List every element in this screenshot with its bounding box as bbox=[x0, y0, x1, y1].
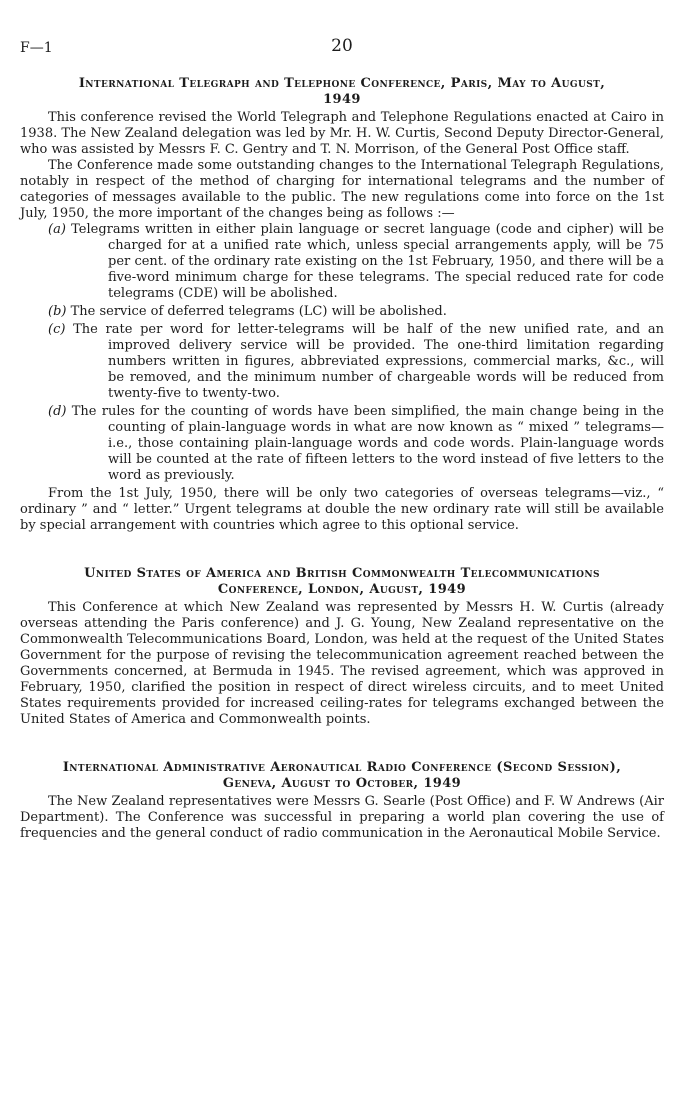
item-marker: (d) bbox=[48, 404, 67, 419]
document-reference: F—1 bbox=[20, 40, 53, 56]
list-item bbox=[48, 404, 664, 484]
heading-line: 1949 bbox=[323, 92, 361, 107]
section-geneva-conference bbox=[20, 760, 664, 842]
paragraph: This Conference at which New Zealand was represented by Messrs H. W. Curtis (already overseas attending the Paris conference) and J. G. Young, New Zealand representative on the Commonwealth Telecommunications Board, London, was held at the request of the United States Government for the purpose of revising the telecommunication agreement reached between the Governments concerned, at Bermuda in 1945. The revised agreement, which was approved in February, 1950, clarified the position in respect of direct wireless circuits, and to meet United States requirements provided for increased ceiling-rates for telegrams exchanged between the United States of America and Commonwealth points. bbox=[20, 600, 664, 727]
paragraph: The New Zealand representatives were Messrs G. Searle (Post Office) and F. W Andrews (Air Department). The Conference was successful in preparing a world plan covering the use of frequencies and the general conduct of radio communication in the Aeronautical Mobile Service. bbox=[20, 794, 664, 841]
heading-line: Conference, London, August, 1949 bbox=[217, 582, 467, 597]
heading-line: International Telegraph and Telephone Conference, Paris, May to August, bbox=[78, 76, 606, 91]
list-item bbox=[48, 304, 664, 320]
list-item bbox=[48, 222, 664, 302]
item-text: The rules for the counting of words have been simplified, the main change being in the counting of plain-language words in what are now known as “ mixed ” telegrams—i.e., those containing plain-language words and code words. Plain-language words will be counted at the rate of fifteen letters to the word instead of five letters to the word as previously. bbox=[71, 404, 664, 483]
section-heading bbox=[20, 76, 664, 108]
item-marker: (b) bbox=[48, 304, 67, 319]
changes-list bbox=[20, 222, 664, 484]
section-heading bbox=[20, 760, 664, 792]
item-text: The service of deferred telegrams (LC) will be abolished. bbox=[70, 304, 447, 319]
paragraph: This conference revised the World Telegraph and Telephone Regulations enacted at Cairo in 1938. The New Zealand delegation was led by Mr. H. W. Curtis, Second Deputy Director-General, who was assisted by Messrs F. C. Gentry and T. N. Morrison, of the General Post Office staff. bbox=[20, 110, 664, 157]
list-item bbox=[48, 322, 664, 402]
paragraph: From the 1st July, 1950, there will be only two categories of overseas telegrams—viz., “ ordinary ” and “ letter.” Urgent telegrams at double the new ordinary rate will still be available by special arrangement with countries which agree to this optional service. bbox=[20, 486, 664, 533]
heading-line: United States of America and British Commonwealth Telecommunications bbox=[84, 566, 600, 581]
paragraph: The Conference made some outstanding changes to the International Telegraph Regulations, notably in respect of the method of charging for international telegrams and the number of categories of messages available to the public. The new regulations come into force on the 1st July, 1950, the more important of the changes being as follows :— bbox=[20, 158, 664, 221]
running-head bbox=[20, 36, 664, 64]
item-text: Telegrams written in either plain language or secret language (code and cipher) will be charged for at a unified rate which, unless special arrangements apply, will be 75 per cent. of the ordinary rate existing on the 1st February, 1950, and there will be a five-word minimum charge for these telegrams. The special reduced rate for code telegrams (CDE) will be abolished. bbox=[71, 222, 664, 301]
item-marker: (a) bbox=[48, 222, 66, 237]
heading-line: Geneva, August to October, 1949 bbox=[222, 776, 462, 791]
heading-line: International Administrative Aeronautical Radio Conference (Second Session), bbox=[62, 760, 622, 775]
page-number: 20 bbox=[331, 36, 353, 56]
section-london-conference bbox=[20, 566, 664, 728]
section-heading bbox=[20, 566, 664, 598]
item-marker: (c) bbox=[48, 322, 66, 337]
section-paris-conference bbox=[20, 76, 664, 534]
item-text: The rate per word for letter-telegrams will be half of the new unified rate, and an improved delivery service will be provided. The one-third limitation regarding numbers written in figures, abbreviated expressions, commercial marks, &c., will be removed, and the minimum number of chargeable words will be reduced from twenty-five to twenty-two. bbox=[73, 322, 664, 401]
